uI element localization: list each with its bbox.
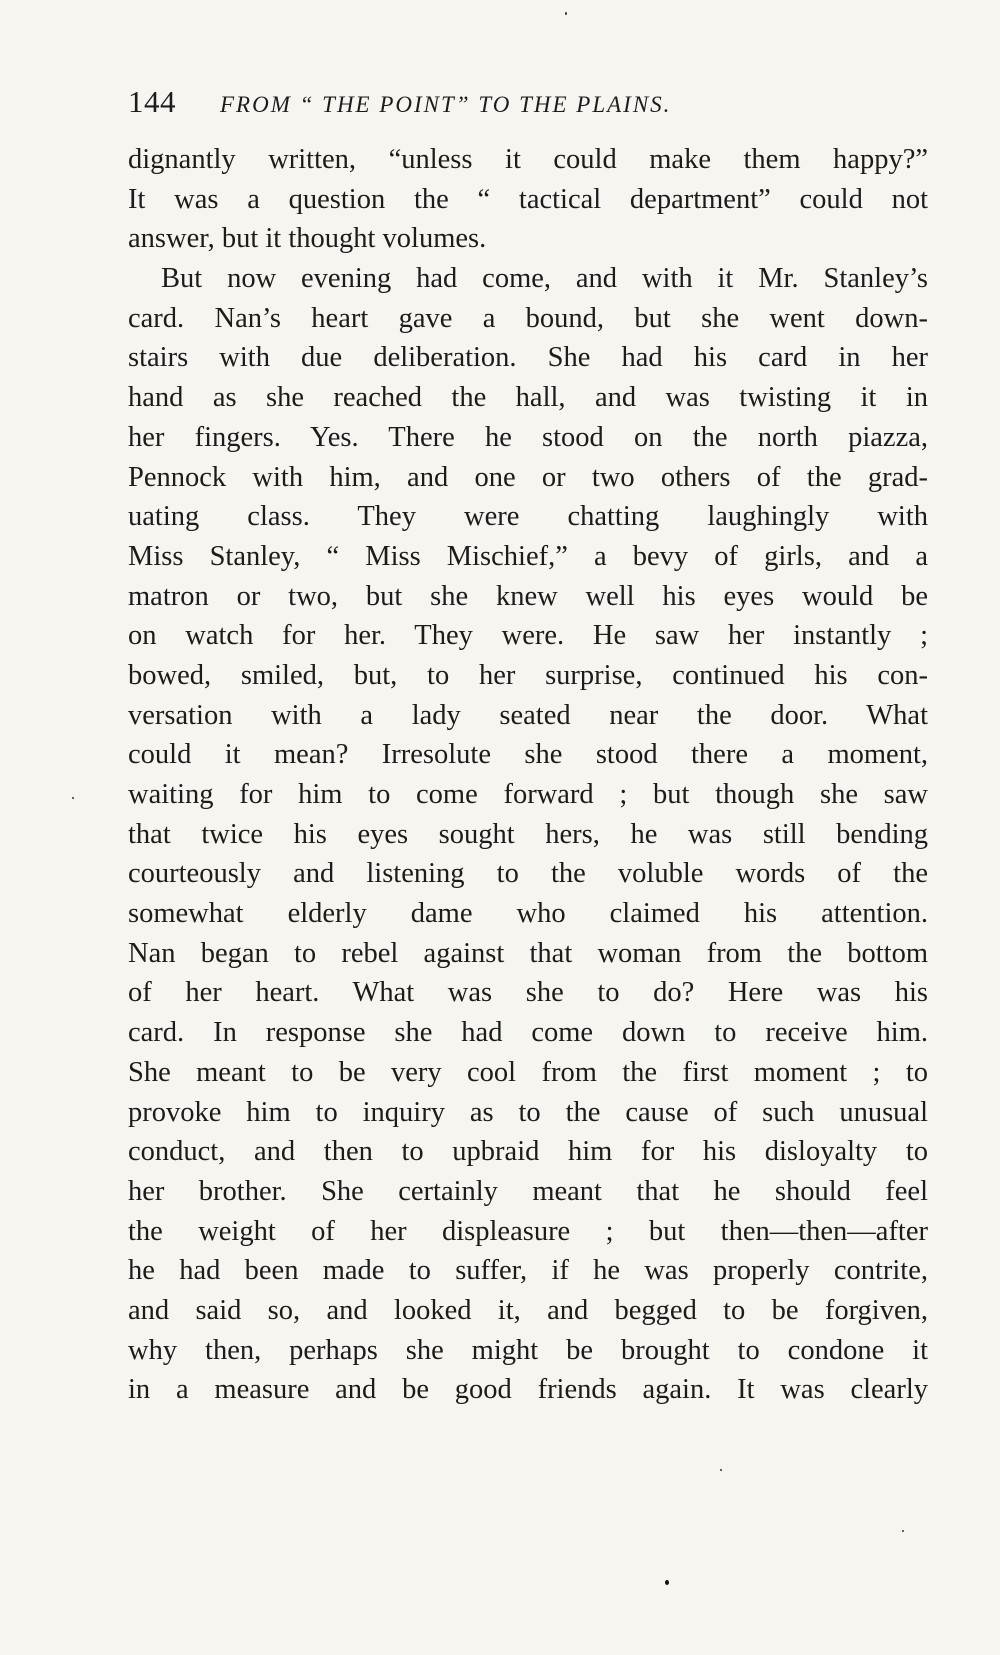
text-line: in a measure and be good friends again. It was clearly <box>128 1374 928 1406</box>
ink-speck <box>565 12 567 15</box>
text-line: Pennock with him, and one or two others of the grad- <box>128 461 928 493</box>
text-line: could it mean? Irresolute she stood there a moment, <box>128 739 928 771</box>
text-line: But now evening had come, and with it Mr. Stanley’s <box>161 263 928 295</box>
running-title: FROM “ THE POINT” TO THE PLAINS. <box>220 92 672 117</box>
text-line: card. In response she had come down to receive him. <box>128 1017 928 1049</box>
text-line: Miss Stanley, “ Miss Mischief,” a bevy of girls, and a <box>128 540 928 572</box>
text-line: versation with a lady seated near the door. What <box>128 699 928 731</box>
text-line: answer, but it thought volumes. <box>128 223 487 255</box>
text-line: card. Nan’s heart gave a bound, but she went down- <box>128 302 928 334</box>
text-line: hand as she reached the hall, and was twisting it in <box>128 382 928 414</box>
text-line: courteously and listening to the voluble words of the <box>128 858 928 890</box>
text-line: uating class. They were chatting laughingly with <box>128 501 928 533</box>
text-line: and said so, and looked it, and begged to be forgiven, <box>128 1294 928 1326</box>
text-line: dignantly written, “unless it could make them happy?” <box>128 144 928 175</box>
page-header <box>128 84 928 124</box>
text-line: why then, perhaps she might be brought to condone it <box>128 1334 928 1366</box>
text-line: her brother. She certainly meant that he should feel <box>128 1175 928 1207</box>
text-line: matron or two, but she knew well his eyes would be <box>128 580 928 612</box>
text-line: her fingers. Yes. There he stood on the north piazza, <box>128 421 928 453</box>
text-line: bowed, smiled, but, to her surprise, continued his con- <box>128 659 928 691</box>
text-line: on watch for her. They were. He saw her instantly ; <box>128 620 928 652</box>
text-line: Nan began to rebel against that woman from the bottom <box>128 937 928 969</box>
text-line: of her heart. What was she to do? Here was his <box>128 977 928 1009</box>
text-line: stairs with due deliberation. She had his card in her <box>128 342 928 374</box>
ink-speck <box>665 1580 669 1585</box>
text-line: She meant to be very cool from the first moment ; to <box>128 1056 928 1088</box>
text-line: waiting for him to come forward ; but though she saw <box>128 779 928 810</box>
text-line: he had been made to suffer, if he was properly contrite, <box>128 1255 928 1287</box>
text-line: that twice his eyes sought hers, he was still bending <box>128 818 928 850</box>
body-text <box>128 140 928 1410</box>
text-line: provoke him to inquiry as to the cause of such unusual <box>128 1096 928 1128</box>
ink-speck <box>902 1530 904 1532</box>
page-number: 144 <box>128 84 176 119</box>
text-line: It was a question the “ tactical department” could not <box>128 183 928 215</box>
ink-speck <box>72 797 74 799</box>
text-line: conduct, and then to upbraid him for his disloyalty to <box>128 1136 928 1168</box>
text-line: somewhat elderly dame who claimed his attention. <box>128 898 928 930</box>
text-line: the weight of her displeasure ; but then—then—after <box>128 1215 928 1247</box>
ink-speck <box>720 1469 722 1471</box>
